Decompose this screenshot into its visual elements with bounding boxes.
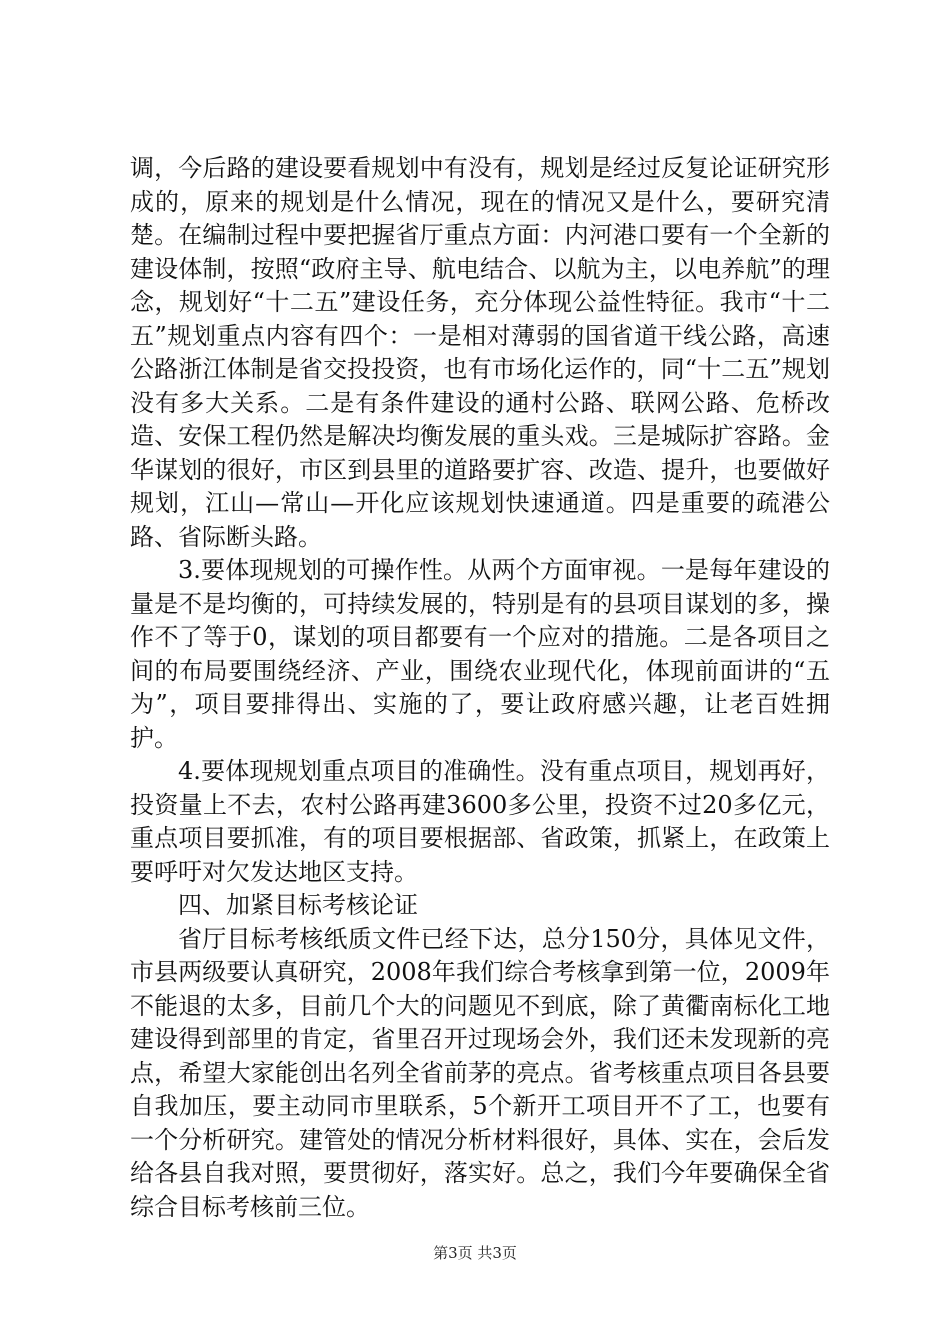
paragraph-5: 省厅目标考核纸质文件已经下达，总分150分，具体见文件，市县两级要认真研究，2008年我们综合考核拿到第一位，2009年不能退的太多，目前几个大的问题见不到底，除了黄衢南标化工地建设得到部里的肯定，省里召开过现场会外，我们还未发现新的亮点，希望大家能创出名列全省前茅的亮点。省考核重点项目各县要自我加压，要主动同市里联系，5个新开工项目开不了工，也要有一个分析研究。建管处的情况分析材料很好，具体、实在，会后发给各县自我对照，要贯彻好，落实好。总之，我们今年要确保全省综合目标考核前三位。 <box>130 924 830 1221</box>
document-body <box>130 152 830 1224</box>
page-number-footer: 第3页 共3页 <box>433 1244 517 1262</box>
section-heading: 四、加紧目标考核论证 <box>178 891 418 919</box>
paragraph-2: 3.要体现规划的可操作性。从两个方面审视。一是每年建设的量是不是均衡的，可持续发展的，特别是有的县项目谋划的多，操作不了等于0，谋划的项目都要有一个应对的措施。二是各项目之间的布局要围绕经济、产业，围绕农业现代化，体现前面讲的“五为”，项目要排得出、实施的了，要让政府感兴趣，让老百姓拥护。 <box>130 556 830 752</box>
paragraph-1: 调，今后路的建设要看规划中有没有，规划是经过反复论证研究形成的，原来的规划是什么情况，现在的情况又是什么，要研究清楚。在编制过程中要把握省厅重点方面：内河港口要有一个全新的建设体制，按照“政府主导、航电结合、以航为主，以电养航”的理念，规划好“十二五”建设任务，充分体现公益性特征。我市“十二五”规划重点内容有四个：一是相对薄弱的国省道干线公路，高速公路浙江体制是省交投投资，也有市场化运作的，同“十二五”规划没有多大关系。二是有条件建设的通村公路、联网公路、危桥改造、安保工程仍然是解决均衡发展的重头戏。三是城际扩容路。金华谋划的很好，市区到县里的道路要扩容、改造、提升，也要做好规划，江山—常山—开化应该规划快速通道。四是重要的疏港公路、省际断头路。 <box>130 154 830 551</box>
paragraph-3: 4.要体现规划重点项目的准确性。没有重点项目，规划再好，投资量上不去，农村公路再建3600多公里，投资不过20多亿元，重点项目要抓准，有的项目要根据部、省政策，抓紧上，在政策上要呼吁对欠发达地区支持。 <box>130 757 830 886</box>
